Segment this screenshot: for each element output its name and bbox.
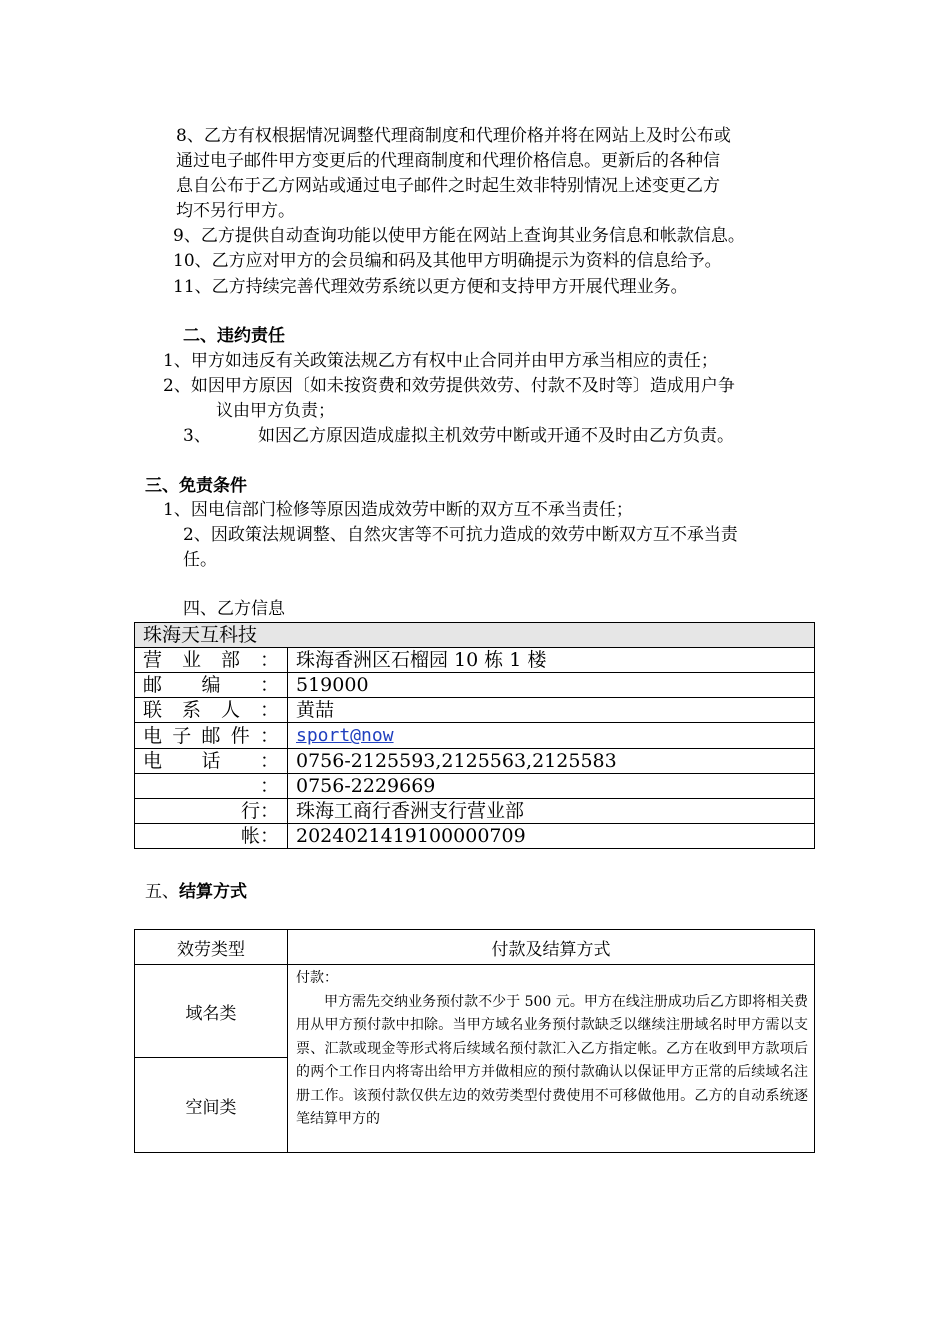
section-3-item-1: 1、因电信部门检修等原因造成效劳中断的双方互不承当责任； xyxy=(163,500,633,520)
table-row xyxy=(135,965,815,1058)
table-row xyxy=(135,648,815,673)
payment-description xyxy=(288,965,815,1153)
table-row xyxy=(135,723,815,749)
label-phone: 电话： xyxy=(135,749,288,774)
table-row xyxy=(135,799,815,824)
table-row xyxy=(135,673,815,698)
section-5-title-text: 结算方式 xyxy=(179,882,247,902)
company-name: 珠海天互科技 xyxy=(135,623,815,648)
email-cell xyxy=(288,723,815,749)
table-row xyxy=(135,749,815,774)
table-row xyxy=(135,774,815,799)
section-2-title: 二、违约责任 xyxy=(183,326,285,346)
clause-9: 9、乙方提供自动查询功能以使甲方能在网站上查询其业务信息和帐款信息。 xyxy=(173,226,745,246)
label-bank: 行： xyxy=(135,799,288,824)
clause-8-line-2: 通过电子邮件甲方变更后的代理商制度和代理价格信息。更新后的各种信 xyxy=(176,151,720,171)
value-business-dept: 珠海香洲区石榴园 10 栋 1 楼 xyxy=(288,648,815,673)
section-3-title: 三、免责条件 xyxy=(145,476,247,496)
label-account: 帐： xyxy=(135,824,288,849)
type-domain: 域名类 xyxy=(135,965,288,1058)
value-phone: 0756-2125593,2125563,2125583 xyxy=(288,749,815,774)
clause-10: 10、乙方应对甲方的会员编和码及其他甲方明确提示为资料的信息给予。 xyxy=(173,251,722,271)
clause-11: 11、乙方持续完善代理效劳系统以更方便和支持甲方开展代理业务。 xyxy=(173,277,688,297)
section-3-item-2-cont: 任。 xyxy=(183,550,217,570)
table-row xyxy=(135,930,815,965)
settlement-table xyxy=(134,929,815,1153)
table-row xyxy=(135,623,815,648)
section-4-title: 四、乙方信息 xyxy=(183,599,285,619)
clause-8-line-1: 8、乙方有权根据情况调整代理商制度和代理价格并将在网站上及时公布或 xyxy=(176,126,731,146)
value-postcode: 519000 xyxy=(288,673,815,698)
company-info-table xyxy=(134,622,815,849)
table-row xyxy=(135,824,815,849)
section-2-item-2: 2、如因甲方原因〔如未按资费和效劳提供效劳、付款不及时等〕造成用户争 xyxy=(163,376,735,396)
clause-8-line-3: 息自公布于乙方网站或通过电子邮件之时起生效非特别情况上述变更乙方 xyxy=(176,176,720,196)
section-2-item-3: 如因乙方原因造成虚拟主机效劳中断或开通不及时由乙方负责。 xyxy=(258,426,734,446)
payment-body: 甲方需先交纳业务预付款不少于 500 元。甲方在线注册成功后乙方即将相关费用从甲方预付款中扣除。当甲方域名业务预付款缺乏以继续注册域名时甲方需以支票、汇款或现金等形式将后续域名预付款汇入乙方指定帐。乙方在收到甲方款项后的两个工作日内将寄出给甲方并做相应的预付款确认以保证甲方正常的后续域名注册工作。该预付款仅供左边的效劳类型付费使用不可移做他用。乙方的自动系统逐笔结算甲方的 xyxy=(296,993,808,1127)
value-contact: 黄喆 xyxy=(288,698,815,723)
header-payment-method: 付款及结算方式 xyxy=(288,930,815,965)
label-contact: 联系人： xyxy=(135,698,288,723)
label-business-dept: 营业部： xyxy=(135,648,288,673)
table-row xyxy=(135,698,815,723)
email-link[interactable]: sport@now xyxy=(296,725,394,746)
value-fax: 0756-2229669 xyxy=(288,774,815,799)
type-hosting: 空间类 xyxy=(135,1058,288,1153)
section-2-item-1: 1、甲方如违反有关政策法规乙方有权中止合同并由甲方承当相应的责任； xyxy=(163,351,718,371)
section-3-item-2: 2、因政策法规调整、自然灾害等不可抗力造成的效劳中断双方互不承当责 xyxy=(183,525,738,545)
payment-label: 付款： xyxy=(296,970,338,986)
label-fax: ： xyxy=(135,774,288,799)
section-5-title-prefix: 五、 xyxy=(145,882,179,902)
section-2-item-3-number: 3、 xyxy=(183,426,211,446)
header-service-type: 效劳类型 xyxy=(135,930,288,965)
label-postcode: 邮编： xyxy=(135,673,288,698)
clause-8-line-4: 均不另行甲方。 xyxy=(176,201,295,221)
section-2-item-2-cont: 议由甲方负责； xyxy=(216,401,335,421)
section-5-title xyxy=(145,880,247,904)
value-bank: 珠海工商行香洲支行营业部 xyxy=(288,799,815,824)
label-email: 电子邮件： xyxy=(135,723,288,749)
value-account: 2024021419100000709 xyxy=(288,824,815,849)
